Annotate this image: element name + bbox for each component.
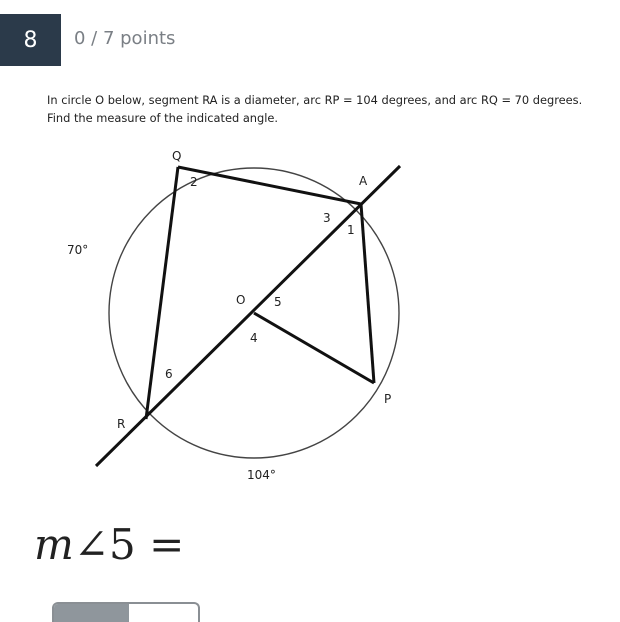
chord-qa — [178, 167, 361, 204]
question-number: 8 — [0, 14, 61, 66]
answer-input-fill — [54, 604, 129, 622]
chord-ap — [361, 204, 374, 383]
chord-qr — [146, 167, 178, 419]
label-q: Q — [172, 149, 182, 163]
angle-label-6: 6 — [165, 367, 173, 381]
angle-label-2: 2 — [190, 175, 198, 189]
points-score: 0 / 7 points — [74, 28, 176, 49]
circle-diagram — [0, 140, 620, 490]
answer-input[interactable] — [52, 602, 200, 622]
equals-sign: = — [149, 520, 185, 569]
angle-label-3: 3 — [323, 211, 331, 225]
arc-label-rq: 70° — [67, 243, 89, 257]
question-text: In circle O below, segment RA is a diameter, arc RP = 104 degrees, and arc RQ = 70 degrees. Find the measure of the indicated angle. — [47, 93, 583, 125]
angle-label-4: 4 — [250, 331, 258, 345]
measure-variable: m — [34, 520, 74, 569]
label-r: R — [117, 417, 126, 431]
label-a: A — [359, 174, 368, 188]
label-o: O — [236, 293, 246, 307]
arc-label-rp: 104° — [247, 468, 276, 482]
angle-symbol: ∠ — [73, 520, 110, 569]
angle-number: 5 — [109, 520, 136, 569]
answer-prompt — [34, 520, 184, 569]
radius-op — [254, 313, 374, 383]
angle-label-5: 5 — [274, 295, 282, 309]
diameter-line-ra — [96, 166, 400, 466]
angle-label-1: 1 — [347, 223, 355, 237]
label-p: P — [384, 392, 392, 406]
